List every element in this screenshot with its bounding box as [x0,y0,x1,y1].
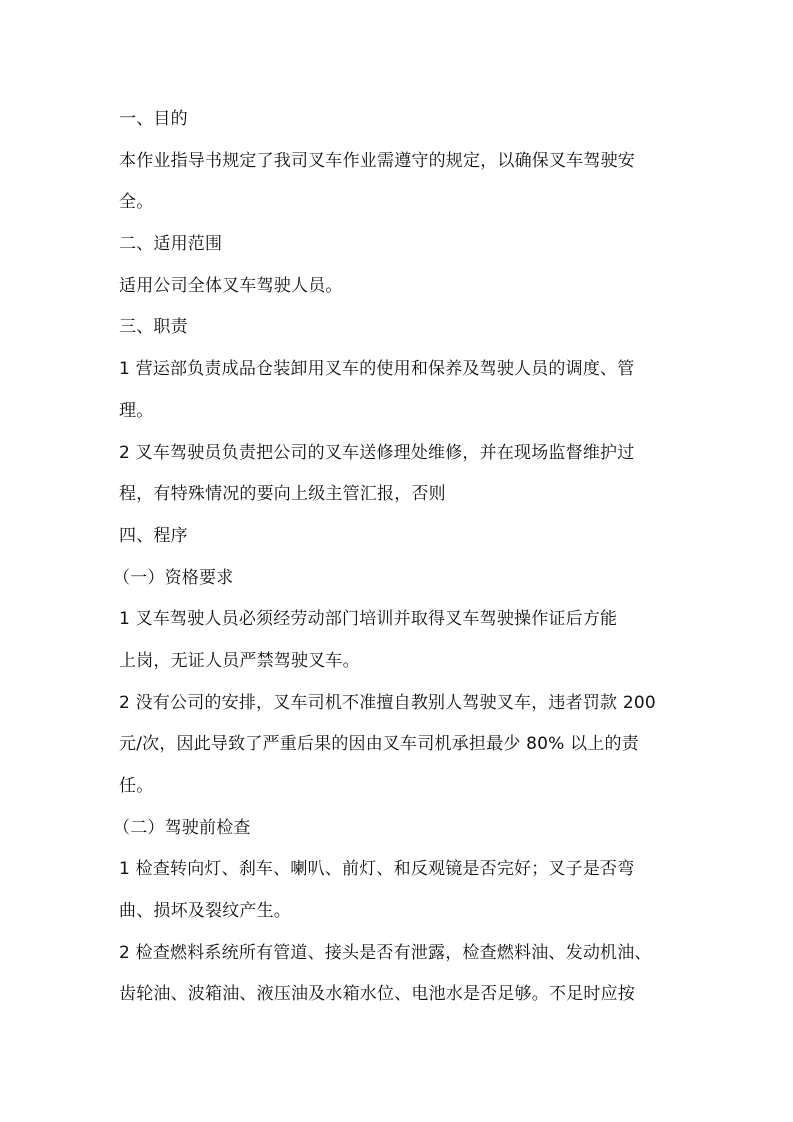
section-heading-procedure: 四、程序 [119,525,188,546]
paragraph-line: 任。 [119,776,154,796]
paragraph-line: 2 叉车驾驶员负责把公司的叉车送修理处维修，并在现场监督维护过 [119,442,635,463]
document-body [113,99,689,1016]
paragraph-line: 齿轮油、波箱油、液压油及水箱水位、电池水是否足够。不足时应按 [119,984,635,1005]
section-heading-responsibilities: 三、职责 [119,317,188,338]
subsection-heading-qualification: （一）资格要求 [113,567,234,588]
paragraph-line: 理。 [119,400,154,421]
paragraph-line: 全。 [119,192,154,213]
paragraph-line: 上岗，无证人员严禁驾驶叉车。 [119,650,360,671]
paragraph-line: 1 营运部负责成品仓装卸用叉车的使用和保养及驾驶人员的调度、管 [119,359,635,380]
section-heading-scope: 二、适用范围 [119,234,223,255]
section-heading-purpose: 一、目的 [119,109,188,129]
paragraph-line: 2 没有公司的安排，叉车司机不准擅自教别人驾驶叉车，违者罚款 200 [119,692,656,713]
subsection-heading-pre-drive-check: （二）驾驶前检查 [113,817,251,838]
paragraph-line: 程，有特殊情况的要向上级主管汇报，否则 [119,484,446,505]
paragraph-line: 本作业指导书规定了我司叉车作业需遵守的规定，以确保叉车驾驶安 [119,150,635,171]
paragraph-line: 1 检查转向灯、刹车、喇叭、前灯、和反观镜是否完好；叉子是否弯 [119,859,635,880]
paragraph-line: 适用公司全体叉车驾驶人员。 [119,275,343,296]
paragraph-line: 元/次，因此导致了严重后果的因由叉车司机承担最少 80% 以上的责 [119,734,639,755]
paragraph-line: 2 检查燃料系统所有管道、接头是否有泄露，检查燃料油、发动机油、 [119,942,652,963]
paragraph-line: 1 叉车驾驶人员必须经劳动部门培训并取得叉车驾驶操作证后方能 [119,609,618,630]
paragraph-line: 曲、损坏及裂纹产生。 [119,901,291,922]
